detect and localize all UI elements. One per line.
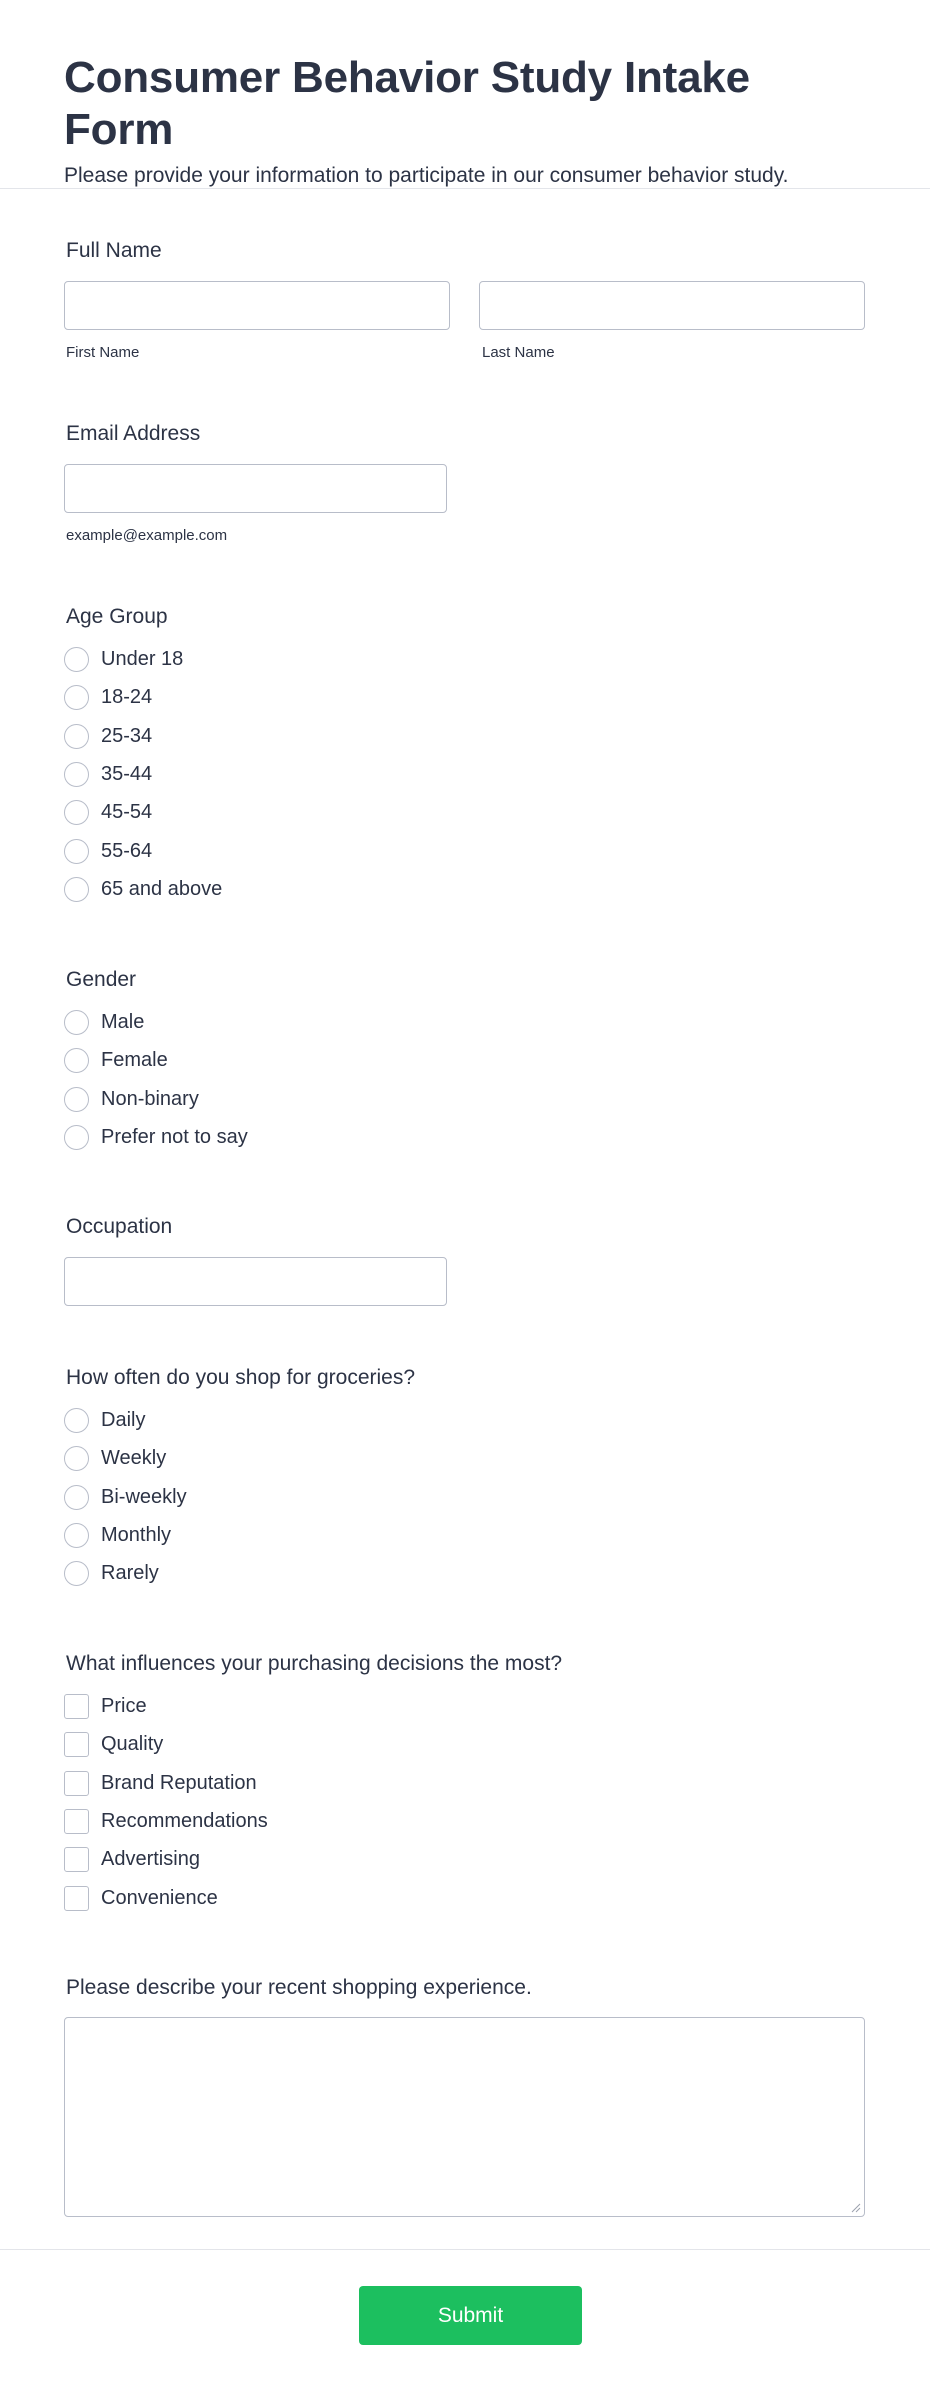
email-sublabel: example@example.com (66, 527, 228, 544)
option-label: Under 18 (101, 648, 184, 670)
age-option-45-54[interactable] (64, 799, 152, 825)
footer-divider (0, 2249, 930, 2250)
option-label: 25-34 (101, 725, 153, 747)
option-label: 18-24 (101, 686, 153, 708)
checkbox[interactable] (64, 1732, 89, 1757)
first-name-input[interactable] (64, 281, 450, 330)
age-group-label: Age Group (66, 605, 168, 628)
option-label: 55-64 (101, 840, 153, 862)
influence-option-quality[interactable] (64, 1731, 163, 1757)
radio-button[interactable] (64, 724, 89, 749)
option-label: Quality (101, 1733, 164, 1755)
influence-option-price[interactable] (64, 1693, 147, 1719)
last-name-input[interactable] (479, 281, 865, 330)
checkbox[interactable] (64, 1694, 89, 1719)
age-option-35-44[interactable] (64, 761, 152, 787)
influence-option-brand-reputation[interactable] (64, 1770, 257, 1796)
radio-button[interactable] (64, 1125, 89, 1150)
option-label: 65 and above (101, 878, 223, 900)
radio-button[interactable] (64, 877, 89, 902)
gender-option-male[interactable] (64, 1009, 144, 1035)
option-label: Daily (101, 1409, 146, 1431)
radio-button[interactable] (64, 800, 89, 825)
full-name-label: Full Name (66, 239, 162, 262)
last-name-sublabel: Last Name (482, 344, 555, 361)
experience-label: Please describe your recent shopping experience. (66, 1976, 532, 1999)
option-label: Female (101, 1049, 168, 1071)
option-label: Prefer not to say (101, 1126, 248, 1148)
checkbox[interactable] (64, 1809, 89, 1834)
experience-textarea[interactable] (64, 2017, 865, 2217)
age-option-under-18[interactable] (64, 646, 183, 672)
submit-button[interactable]: Submit (359, 2286, 582, 2345)
option-label: Advertising (101, 1848, 200, 1870)
checkbox[interactable] (64, 1847, 89, 1872)
age-option-65-above[interactable] (64, 876, 222, 902)
influence-option-advertising[interactable] (64, 1846, 200, 1872)
frequency-option-bi-weekly[interactable] (64, 1484, 187, 1510)
checkbox[interactable] (64, 1771, 89, 1796)
option-label: Bi-weekly (101, 1486, 187, 1508)
option-label: 35-44 (101, 763, 153, 785)
resize-grip-icon[interactable] (849, 2201, 861, 2213)
option-label: Weekly (101, 1447, 167, 1469)
option-label: Price (101, 1695, 147, 1717)
radio-button[interactable] (64, 647, 89, 672)
radio-button[interactable] (64, 1408, 89, 1433)
age-option-25-34[interactable] (64, 723, 152, 749)
option-label: Male (101, 1011, 145, 1033)
gender-option-prefer-not[interactable] (64, 1124, 248, 1150)
radio-button[interactable] (64, 1087, 89, 1112)
radio-button[interactable] (64, 1048, 89, 1073)
option-label: Non-binary (101, 1088, 199, 1110)
frequency-option-weekly[interactable] (64, 1445, 166, 1471)
email-input[interactable] (64, 464, 447, 513)
form-header (0, 0, 930, 189)
gender-option-female[interactable] (64, 1047, 168, 1073)
grocery-frequency-label: How often do you shop for groceries? (66, 1366, 416, 1389)
option-label: Monthly (101, 1524, 172, 1546)
frequency-option-daily[interactable] (64, 1407, 145, 1433)
radio-button[interactable] (64, 1523, 89, 1548)
age-option-18-24[interactable] (64, 684, 152, 710)
first-name-sublabel: First Name (66, 344, 140, 361)
radio-button[interactable] (64, 1446, 89, 1471)
radio-button[interactable] (64, 685, 89, 710)
influences-label: What influences your purchasing decisions the most? (66, 1652, 563, 1675)
option-label: Brand Reputation (101, 1772, 257, 1794)
option-label: Recommendations (101, 1810, 268, 1832)
occupation-input[interactable] (64, 1257, 447, 1306)
gender-option-non-binary[interactable] (64, 1086, 199, 1112)
radio-button[interactable] (64, 762, 89, 787)
occupation-label: Occupation (66, 1215, 173, 1238)
radio-button[interactable] (64, 1010, 89, 1035)
age-option-55-64[interactable] (64, 838, 152, 864)
option-label: Convenience (101, 1887, 218, 1909)
radio-button[interactable] (64, 1561, 89, 1586)
frequency-option-monthly[interactable] (64, 1522, 171, 1548)
form-body (0, 189, 930, 2248)
form-subtitle: Please provide your information to participate in our consumer behavior study. (64, 164, 789, 187)
checkbox[interactable] (64, 1886, 89, 1911)
influence-option-convenience[interactable] (64, 1885, 218, 1911)
gender-label: Gender (66, 968, 137, 991)
option-label: 45-54 (101, 801, 153, 823)
email-label: Email Address (66, 422, 201, 445)
option-label: Rarely (101, 1562, 159, 1584)
form-title: Consumer Behavior Study Intake Form (64, 53, 750, 154)
radio-button[interactable] (64, 1485, 89, 1510)
frequency-option-rarely[interactable] (64, 1560, 159, 1586)
radio-button[interactable] (64, 839, 89, 864)
influence-option-recommendations[interactable] (64, 1808, 268, 1834)
